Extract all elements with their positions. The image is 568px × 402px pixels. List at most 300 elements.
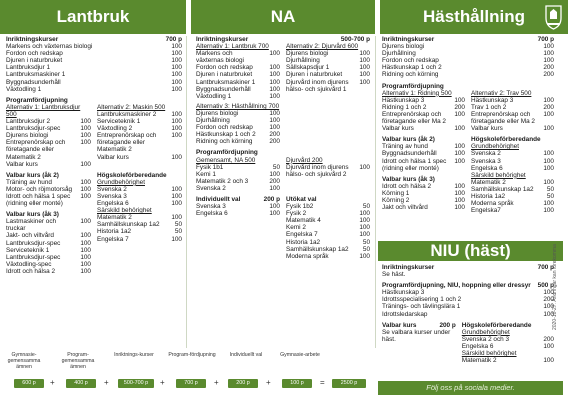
course-name: Idrott och hälsa 2 <box>6 267 56 275</box>
course-row <box>382 289 554 296</box>
course-row <box>382 64 554 71</box>
course-name: Djurvård inom djurens hälso- och sjukvård 2 <box>286 163 349 178</box>
course-row <box>286 246 370 253</box>
course-row <box>196 79 280 86</box>
section-heading: Högskoleförberedande <box>471 136 541 144</box>
course-row <box>6 125 91 132</box>
course-name: Fysik 1b1 <box>196 163 224 171</box>
flow-label: Program-gemensamma ämnen <box>61 352 95 370</box>
course-name: Byggnadsunderhåll <box>382 150 437 158</box>
points-label: 700 p <box>537 36 554 43</box>
course-points: 100 <box>80 232 91 240</box>
course-row <box>471 125 554 132</box>
section-heading: Programfördjupning, NIU, hoppning eller dressyr <box>382 282 531 290</box>
course-points: 100 <box>359 71 370 79</box>
course-name: Växtodling-spec <box>6 260 52 268</box>
course-row <box>6 118 91 125</box>
niu-section <box>382 264 554 364</box>
course-name: Körning 1 <box>382 189 410 197</box>
course-points: 200 <box>269 138 280 146</box>
course-row <box>382 57 554 64</box>
course-row <box>382 158 465 172</box>
course-name: Engelska 6 <box>461 342 494 350</box>
course-name: Matematik 2 <box>471 178 506 186</box>
course-points: 100 <box>454 189 465 197</box>
course-name: Engelska 6 <box>471 164 503 172</box>
course-name: Ridning och körning <box>382 71 439 79</box>
alternative-title: Djurvård 200 <box>286 156 323 164</box>
course-name: Svenska 2 och 3 <box>461 335 510 343</box>
flow-pill: 600 p <box>14 379 44 388</box>
course-name: Lantbruksmaskiner 1 <box>6 71 66 79</box>
course-name: Entreprenörskap och företagande eller Matematik 2 <box>6 139 66 161</box>
course-points: 100 <box>454 157 465 165</box>
course-points: 100 <box>171 64 182 72</box>
na-column <box>196 36 370 260</box>
course-row <box>196 64 280 71</box>
course-name: Djurens biologi <box>6 132 49 140</box>
flow-label: Program-fördjupning <box>168 352 216 358</box>
course-points: 50 <box>362 238 370 246</box>
course-row <box>6 232 91 239</box>
course-name: Entreprenörskap och företagande eller Ma 2 <box>382 110 446 126</box>
course-row <box>471 179 554 186</box>
course-row <box>471 186 554 193</box>
course-points: 200 <box>543 71 554 79</box>
course-row <box>286 217 370 224</box>
course-row <box>382 197 465 204</box>
course-row <box>471 165 554 172</box>
course-row <box>6 161 91 168</box>
course-name: Djurens biologi <box>196 109 239 117</box>
plus-sign: + <box>50 378 55 387</box>
course-row <box>6 71 182 78</box>
course-points: 100 <box>269 92 280 100</box>
course-row <box>196 86 280 93</box>
flow-label: Individuellt val <box>229 352 263 358</box>
course-points: 100 <box>543 207 554 215</box>
course-row <box>196 178 280 185</box>
course-points: 100 <box>171 118 182 126</box>
course-name: Valbar kurs <box>471 125 503 133</box>
course-points: 50 <box>546 192 554 200</box>
course-row <box>196 124 280 131</box>
course-points: 100 <box>269 50 280 58</box>
course-points: 100 <box>171 125 182 133</box>
course-name: Byggnadsunderhåll <box>196 85 251 93</box>
course-name: Samhällskunskap 1a2 <box>286 245 349 253</box>
course-name: Kemi 1 <box>196 170 216 178</box>
course-row <box>382 50 554 57</box>
course-row <box>97 154 182 161</box>
course-points: 100 <box>359 217 370 225</box>
course-points: 200 <box>543 335 554 343</box>
section-heading: Programfördjupning <box>382 82 444 90</box>
course-points: 100 <box>171 235 182 243</box>
course-name: Valbar kurs <box>97 153 129 161</box>
course-row <box>471 111 554 125</box>
subheading: Grundbehörighet <box>97 178 145 186</box>
section-heading: Högskoleförberedande <box>461 321 532 329</box>
course-points: 50 <box>362 203 370 211</box>
course-name: Fordon och redskap <box>6 50 63 58</box>
course-points: 100 <box>543 57 554 65</box>
points-label: 500-700 p <box>340 36 370 43</box>
course-points: 100 <box>543 125 554 133</box>
course-row <box>6 247 91 254</box>
course-name: Fordon och redskap <box>196 124 253 132</box>
course-name: Lantbruksdjur-spec <box>6 125 61 133</box>
course-points: 200 <box>543 296 554 304</box>
course-name: Svenska 3 <box>471 157 501 165</box>
alternative-title: Alternativ 1: Lantbruksdjur 500 <box>6 103 81 118</box>
course-points: 100 <box>80 178 91 186</box>
course-points: 100 <box>80 160 91 168</box>
course-row <box>196 131 280 138</box>
course-name: Djurvård inom djurens hälso- och sjukvård 1 <box>286 78 349 93</box>
course-row <box>286 231 370 238</box>
course-points: 100 <box>359 78 370 86</box>
course-row <box>382 125 465 132</box>
section-heading: Valbar kurs <box>382 321 417 329</box>
course-row <box>97 221 182 228</box>
course-row <box>6 86 182 93</box>
course-points: 100 <box>359 224 370 232</box>
course-name: Ridning och körning <box>196 138 253 146</box>
course-points: 100 <box>171 50 182 58</box>
course-points: 100 <box>80 125 91 133</box>
course-name: Djurhållning <box>196 117 230 125</box>
course-row <box>382 303 554 310</box>
subheading: Grundbehörighet <box>471 143 519 151</box>
note-text: Se häst. <box>382 271 406 279</box>
course-points: 50 <box>546 185 554 193</box>
section-heading: Inriktningskurser <box>6 36 59 43</box>
course-row <box>6 193 91 207</box>
course-name: Engelska 6 <box>196 210 228 218</box>
course-name: Lantbruksdjur 2 <box>6 118 51 126</box>
points-label: 500 p <box>537 282 554 290</box>
course-name: Träning av hund <box>6 178 52 186</box>
course-points: 100 <box>359 163 370 171</box>
course-name: Idrott och hälsa 2 <box>382 182 432 190</box>
section-heading: Inriktningskurser <box>382 36 435 43</box>
alternative-title: Alternativ 2: Djurvård 600 <box>286 43 359 51</box>
flow-pill: 100 p <box>282 379 312 388</box>
course-row <box>286 79 370 93</box>
course-name: Motor- och röjmotorsåg <box>6 185 73 193</box>
course-row <box>382 111 465 125</box>
course-points: 100 <box>269 71 280 79</box>
course-name: Valbar kurs <box>6 160 38 168</box>
flow-label: Gymnasie-arbete <box>280 352 320 358</box>
points-label: 700 p <box>537 264 554 271</box>
course-points: 100 <box>171 153 182 161</box>
course-name: Djurhållning <box>286 57 320 65</box>
course-row <box>196 138 280 145</box>
course-name: Djurhållning <box>382 50 416 58</box>
flow-pill: 200 p <box>228 379 258 388</box>
course-row <box>462 336 554 343</box>
course-name: Djuren i naturbruket <box>6 57 63 65</box>
section-heading: Valbar kurs (åk 3) <box>6 211 59 219</box>
course-row <box>471 97 554 104</box>
course-row <box>196 117 280 124</box>
course-name: Serviceteknik 1 <box>6 246 50 254</box>
course-row <box>382 204 465 211</box>
flow-pill: 500-700 p <box>118 379 154 388</box>
school-logo-icon <box>544 4 563 30</box>
course-points: 100 <box>359 210 370 218</box>
course-points: 100 <box>80 239 91 247</box>
plus-sign: + <box>214 378 219 387</box>
course-points: 100 <box>454 196 465 204</box>
course-name: Svenska 3 <box>196 203 226 211</box>
course-points: 100 <box>359 252 370 260</box>
course-points: 100 <box>171 185 182 193</box>
course-name: Valbar kurs <box>382 125 414 133</box>
course-points: 100 <box>359 64 370 72</box>
alternative-title: Alternativ 2: Maskin 500 <box>97 103 166 111</box>
course-points: 100 <box>543 96 554 104</box>
course-name: Engelska 7 <box>286 231 318 239</box>
course-row <box>6 240 91 247</box>
course-row <box>286 203 370 210</box>
course-points: 100 <box>269 184 280 192</box>
course-points: 50 <box>174 228 182 236</box>
header-hasthallning: Hästhållning <box>380 0 568 34</box>
section-heading: Valbar kurs (åk 3) <box>382 175 435 183</box>
course-name: Matematik 2 <box>461 357 497 365</box>
course-points: 100 <box>269 85 280 93</box>
course-row <box>97 214 182 221</box>
course-points: 100 <box>543 200 554 208</box>
course-name: Djurens biologi <box>382 43 425 51</box>
course-row <box>97 236 182 243</box>
course-points: 100 <box>359 57 370 65</box>
subheading: Särskild behörighet <box>97 207 152 215</box>
course-points: 200 <box>543 64 554 72</box>
course-points: 100 <box>80 192 91 200</box>
social-media-footer[interactable]: Följ oss på sociala medier. <box>378 381 563 395</box>
course-points: 100 <box>171 192 182 200</box>
course-row <box>6 254 91 261</box>
course-row <box>97 228 182 235</box>
course-points: 100 <box>543 150 554 158</box>
course-row <box>97 200 182 207</box>
note-text: Se valbara kurser under häst. <box>382 328 451 343</box>
course-name: Kemi 2 <box>286 224 306 232</box>
course-name: Lantbruksdjur-spec <box>6 239 61 247</box>
course-points: 50 <box>362 245 370 253</box>
section-heading: Inriktningskurser <box>196 36 249 43</box>
course-name: Entreprenörskap och företagande eller Matematik 2 <box>97 132 157 154</box>
course-row <box>6 139 91 160</box>
course-row <box>196 185 280 192</box>
plus-sign: + <box>160 378 165 387</box>
course-name: Engelska 6 <box>97 200 129 208</box>
points-label: 700 p <box>165 36 182 43</box>
course-points: 100 <box>80 118 91 126</box>
course-row <box>196 93 280 100</box>
course-points: 100 <box>269 109 280 117</box>
course-name: Idrottsledarskap <box>382 310 428 318</box>
course-points: 100 <box>171 214 182 222</box>
course-name: Lantbruksdjur 1 <box>6 64 51 72</box>
course-points: 100 <box>171 43 182 51</box>
subheading: Särskild behörighet <box>471 171 526 179</box>
course-name: Idrott och hälsa 1 spec (ridning eller monté) <box>6 192 71 208</box>
plus-sign: + <box>104 378 109 387</box>
course-points: 100 <box>454 143 465 151</box>
course-name: Matematik 2 och 3 <box>196 177 249 185</box>
course-points: 100 <box>80 139 91 147</box>
course-name: Fordon och redskap <box>196 64 253 72</box>
lantbruk-column <box>6 36 182 279</box>
date-note: 2020-10-27. Ändringar kan förekomma <box>552 244 558 330</box>
course-points: 100 <box>543 43 554 51</box>
course-row <box>196 71 280 78</box>
subheading: Grundbehörighet <box>461 328 510 336</box>
course-points: 100 <box>269 64 280 72</box>
course-row <box>97 118 182 125</box>
course-row <box>196 203 280 210</box>
course-points: 100 <box>171 200 182 208</box>
course-points: 200 <box>454 103 465 111</box>
course-row <box>471 104 554 111</box>
course-row <box>6 64 182 71</box>
course-points: 100 <box>543 110 554 118</box>
course-row <box>97 125 182 132</box>
section-heading: Inriktningskurser <box>382 264 435 271</box>
course-points: 100 <box>80 185 91 193</box>
niu-title-bar: NIU (häst) <box>378 241 563 261</box>
course-name: Markens och växternas biologi <box>196 50 244 65</box>
course-points: 100 <box>543 50 554 58</box>
alternative-title: Gemensamt, NA 500 <box>196 156 256 164</box>
flow-total-pill: 2500 p <box>332 379 366 388</box>
course-row <box>382 311 554 318</box>
course-points: 100 <box>543 178 554 186</box>
course-row <box>286 64 370 71</box>
course-points: 50 <box>174 221 182 229</box>
course-row <box>6 268 91 275</box>
course-points: 100 <box>359 50 370 58</box>
course-row <box>6 132 91 139</box>
course-name: Lastmaskiner och truckar <box>6 218 57 233</box>
course-name: Idrottsspecialisering 1 och 2 <box>382 296 462 304</box>
course-points: 100 <box>171 110 182 118</box>
course-name: Hästkunskap 1 och 2 <box>382 64 442 72</box>
course-row <box>286 253 370 260</box>
alternative-title: Alternativ 3: Hästhållning 700 <box>196 102 280 110</box>
course-points: 50 <box>272 163 280 171</box>
course-row <box>471 200 554 207</box>
course-name: Byggnadsunderhåll <box>6 78 61 86</box>
points-flow <box>0 352 375 402</box>
course-row <box>286 71 370 78</box>
course-name: Växtodling 2 <box>97 125 133 133</box>
course-points: 100 <box>269 117 280 125</box>
course-name: Samhällskunskap 1a2 <box>471 185 534 193</box>
course-points: 100 <box>454 150 465 158</box>
course-points: 100 <box>543 357 554 365</box>
course-row <box>6 261 91 268</box>
course-name: Svenska 2 <box>97 185 127 193</box>
course-row <box>286 164 370 178</box>
course-points: 100 <box>171 78 182 86</box>
course-row <box>471 158 554 165</box>
course-row <box>6 179 91 186</box>
course-points: 100 <box>543 342 554 350</box>
flow-label: Gymnasie-gemensamma ämnen <box>7 352 41 370</box>
course-points: 100 <box>543 289 554 297</box>
course-row <box>462 357 554 364</box>
course-name: Ridning 1 och 2 <box>382 103 427 111</box>
course-name: Sällskapsdjur 1 <box>286 64 330 72</box>
course-name: Engelska7 <box>471 207 501 215</box>
course-points: 100 <box>171 71 182 79</box>
hast-column <box>382 36 554 215</box>
course-name: Matematik 2 <box>97 214 132 222</box>
course-points: 100 <box>80 260 91 268</box>
course-name: Växtodling 1 <box>196 92 232 100</box>
course-name: Fysik 2 <box>286 210 307 218</box>
alternative-title: Alternativ 2: Trav 500 <box>471 89 532 97</box>
course-name: Historia 1a2 <box>97 228 132 236</box>
course-row <box>382 97 465 104</box>
course-row <box>196 164 280 171</box>
course-name: Djuren i naturbruket <box>286 71 343 79</box>
course-row <box>97 111 182 118</box>
course-row <box>382 190 465 197</box>
course-name: Matematik 4 <box>286 217 321 225</box>
course-name: Tränings- och tävlingslära 1 <box>382 303 461 311</box>
header-lantbruk: Lantbruk <box>0 0 186 34</box>
course-name: Lantbruksdjur-spec <box>6 253 61 261</box>
course-points: 100 <box>80 246 91 254</box>
course-row <box>196 110 280 117</box>
course-row <box>382 71 554 78</box>
points-label: 200 p <box>263 195 280 203</box>
course-row <box>382 296 554 303</box>
course-name: Engelska 7 <box>97 235 129 243</box>
course-row <box>286 239 370 246</box>
course-row <box>6 57 182 64</box>
course-points: 100 <box>80 132 91 140</box>
course-name: Jakt- och viltvård <box>6 232 54 240</box>
course-points: 100 <box>80 253 91 261</box>
course-name: Fysik 1b2 <box>286 203 314 211</box>
equals-sign: = <box>320 378 325 387</box>
course-name: Djurens biologi <box>286 50 329 58</box>
course-points: 100 <box>454 110 465 118</box>
course-name: Hästkunskap 3 <box>471 96 514 104</box>
course-row <box>6 186 91 193</box>
course-row <box>462 343 554 350</box>
flow-pill: 400 p <box>66 379 96 388</box>
course-name: Moderna språk <box>286 252 329 260</box>
course-row <box>196 50 280 64</box>
course-name: Svenska 2 <box>471 150 501 158</box>
course-name: Entreprenörskap och företagande eller Ma 2 <box>471 110 535 126</box>
course-row <box>471 193 554 200</box>
course-points: 100 <box>359 231 370 239</box>
course-name: Historia 1a2 <box>286 238 321 246</box>
course-name: Jakt och viltvård <box>382 204 428 212</box>
alternative-title: Alternativ 1: Lantbruk 700 <box>196 43 269 51</box>
course-row <box>6 50 182 57</box>
